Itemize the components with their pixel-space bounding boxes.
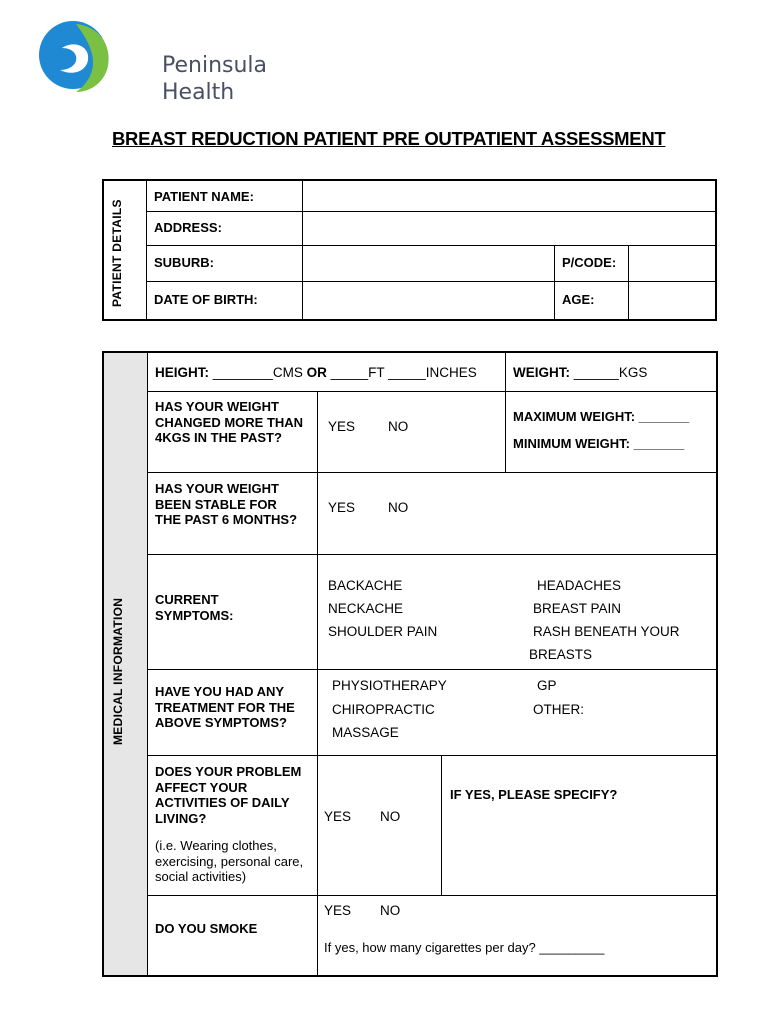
brand-name [162,52,267,106]
min-weight-field[interactable]: MINIMUM WEIGHT: _______ [513,436,685,451]
brand-line2: Health [162,80,235,105]
page-title: BREAST REDUCTION PATIENT PRE OUTPATIENT ASSESSMENT [112,128,666,149]
age-field[interactable] [629,282,716,320]
brand-line1: Peninsula [162,53,268,78]
logo-mark-icon [36,18,116,98]
weight-row [513,365,647,381]
treatment-physio[interactable]: PHYSIOTHERAPY [332,678,447,693]
symptom-rash-line2: BREASTS [529,647,593,662]
height-label: HEIGHT: [155,365,209,380]
symptom-breast-pain[interactable]: BREAST PAIN [533,601,622,616]
dob-label: DATE OF BIRTH: [154,292,258,307]
peninsula-health-logo [36,18,268,105]
weight-stable-yes[interactable]: YES [328,500,356,515]
suburb-label: SUBURB: [154,255,214,270]
height-row [155,365,477,381]
weight-changed-no[interactable]: NO [388,419,409,434]
symptom-rash[interactable]: RASH BENEATH YOUR [533,624,680,639]
height-ft-inches[interactable]: _____FT _____INCHES [330,365,477,380]
daily-living-note: (i.e. Wearing clothes, exercising, personal care, social activities) [155,838,304,884]
age-label: AGE: [562,292,595,307]
address-label: ADDRESS: [154,220,222,235]
patient-name-field[interactable] [303,181,716,211]
weight-label: WEIGHT: [513,365,570,380]
smoke-question: DO YOU SMOKE [155,921,258,936]
pcode-label: P/CODE: [562,255,617,270]
max-weight-field[interactable]: MAXIMUM WEIGHT: _______ [513,409,690,424]
treatment-gp[interactable]: GP [537,678,557,693]
weight-kgs[interactable]: ______KGS [573,365,648,380]
weight-changed-yes[interactable]: YES [328,419,356,434]
if-yes-specify-field[interactable] [442,806,716,894]
dob-field[interactable] [303,282,554,320]
symptom-headaches[interactable]: HEADACHES [537,578,622,593]
pcode-field[interactable] [629,246,716,281]
weight-changed-question: HAS YOUR WEIGHT CHANGED MORE THAN 4KGS IN THE PAST? [155,399,304,445]
weight-stable-no[interactable]: NO [388,500,409,515]
treatment-other[interactable]: OTHER: [533,702,585,717]
daily-living-question: DOES YOUR PROBLEM AFFECT YOUR ACTIVITIES OF DAILY LIVING? [155,764,302,826]
cigarettes-per-day-field[interactable]: If yes, how many cigarettes per day? _________ [324,940,605,955]
symptom-shoulder-pain[interactable]: SHOULDER PAIN [328,624,438,639]
daily-living-yes[interactable]: YES [324,809,352,824]
smoke-yes[interactable]: YES [324,903,352,918]
treatment-massage[interactable]: MASSAGE [332,725,399,740]
patient-details-label: PATIENT DETAILS [110,199,124,307]
if-yes-specify-label: IF YES, PLEASE SPECIFY? [450,787,618,802]
suburb-field[interactable] [303,246,554,281]
height-cms[interactable]: ________CMS [212,365,303,380]
medical-info-label: MEDICAL INFORMATION [111,597,125,745]
height-or: OR [306,365,327,380]
weight-stable-question: HAS YOUR WEIGHT BEEN STABLE FOR THE PAST 6 MONTHS? [155,481,298,527]
daily-living-no[interactable]: NO [380,809,401,824]
symptom-backache[interactable]: BACKACHE [328,578,403,593]
smoke-no[interactable]: NO [380,903,401,918]
symptom-neckache[interactable]: NECKACHE [328,601,404,616]
patient-name-label: PATIENT NAME: [154,189,254,204]
treatment-question: HAVE YOU HAD ANY TREATMENT FOR THE ABOVE SYMPTOMS? [155,684,295,730]
address-field[interactable] [303,212,716,245]
treatment-chiro[interactable]: CHIROPRACTIC [332,702,435,717]
current-symptoms-label: CURRENT SYMPTOMS: [155,592,234,623]
